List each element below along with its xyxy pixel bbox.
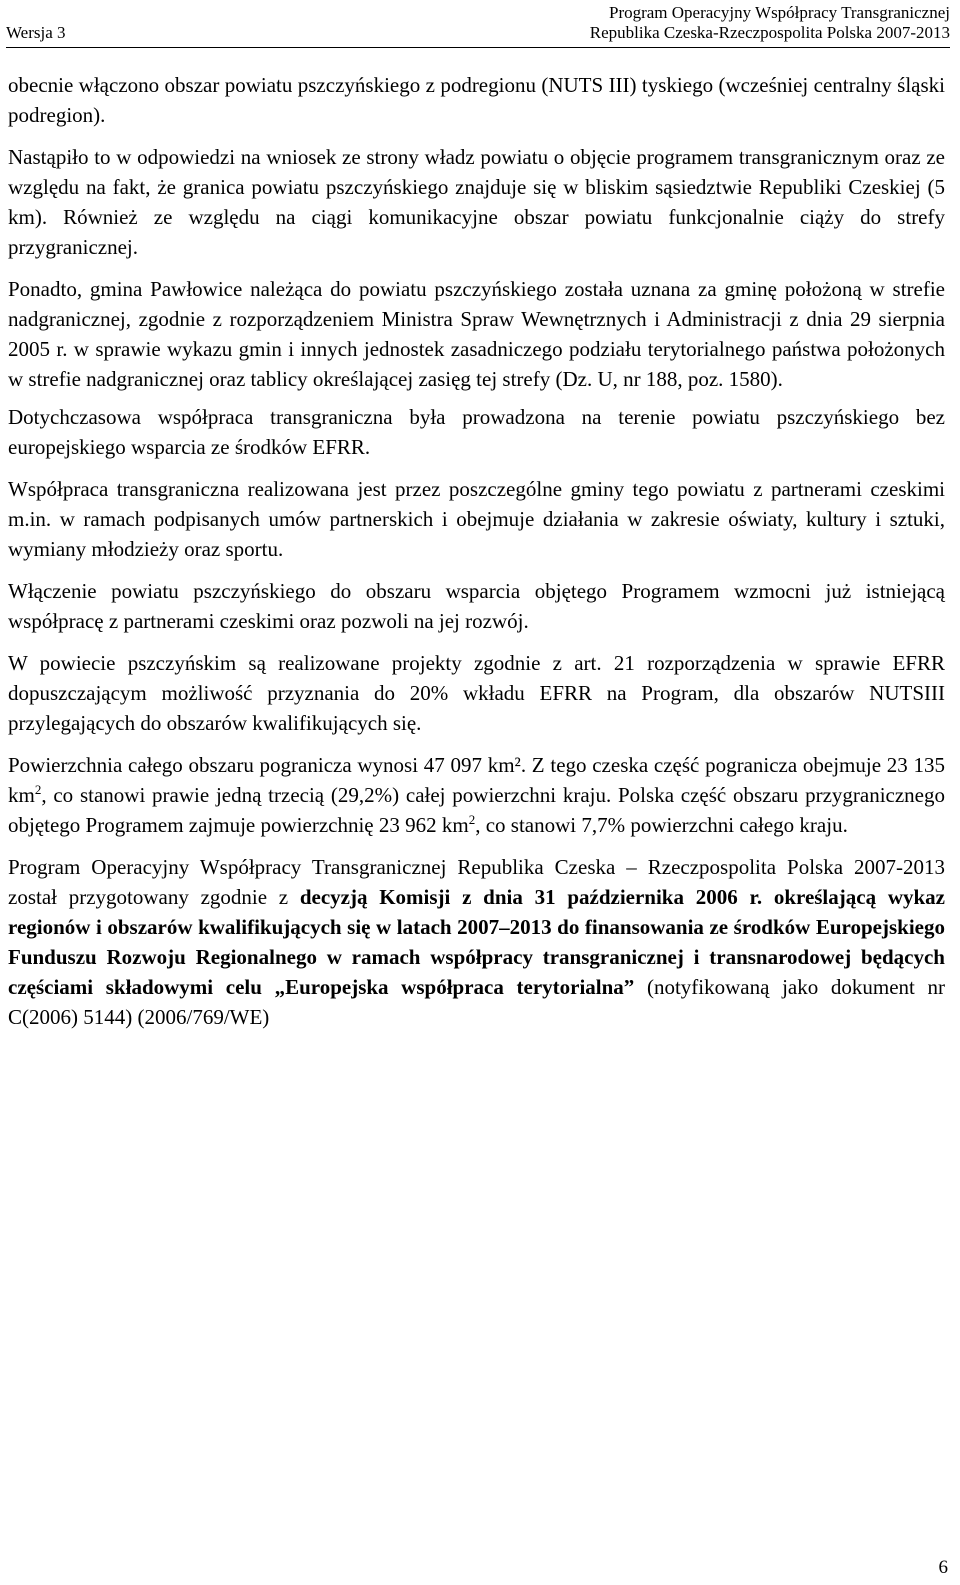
paragraph-3: Ponadto, gmina Pawłowice należąca do powiatu pszczyńskiego została uznana za gminę położoną w strefie nadgranicznej, zgodnie z rozporządzeniem Ministra Spraw Wewnętrznych i Administracji z dnia 29 sierpnia 2005 r. w sprawie wykazu gmin i innych jednostek zasadniczego podziału terytorialnego państwa położonych w strefie nadgranicznej oraz tablicy określającej zasięg tej strefy (Dz. U, nr 188, poz. 1580). <box>8 277 945 391</box>
page-header <box>6 3 950 48</box>
program-title-line1: Program Operacyjny Współpracy Transgranicznej <box>608 3 950 22</box>
paragraph-5: Współpraca transgraniczna realizowana jest przez poszczególne gminy tego powiatu z partnerami czeskimi m.in. w ramach podpisanych umów partnerskich i obejmuje działania w zakresie oświaty, kultury i sztuki, wymiany młodzieży oraz sportu. <box>8 477 945 561</box>
document-body <box>8 70 945 1044</box>
paragraph-2: Nastąpiło to w odpowiedzi na wniosek ze strony władz powiatu o objęcie programem transgranicznym oraz ze względu na fakt, że granica powiatu pszczyńskiego znajduje się w bliskim sąsiedztwie Republiki Czeskiej (5 km). Również ze względu na ciągi komunikacyjne obszar powiatu funkcjonalnie ciąży do strefy przygranicznej. <box>8 145 945 259</box>
commission-decision-reference: decyzją Komisji z dnia 31 października 2006 r. określającą wykaz regionów i obszarów kwalifikujących się w latach 2007–2013 do finansowania ze środków Europejskiego Funduszu Rozwoju Regionalnego w ramach współpracy transgranicznej i transnarodowej będących częściami składowymi celu „Europejska współpraca terytorialna” <box>8 885 945 999</box>
superscript-2: 2 <box>34 782 42 797</box>
paragraph-8-part3: , co stanowi 7,7% powierzchni całego kraju. <box>475 813 848 837</box>
paragraph-8 <box>8 750 945 840</box>
paragraph-9-intro: Program Operacyjny Współpracy Transgranicznej Republika Czeska – Rzeczpospolita Polska 2007-2013 został przygotowany zgodnie z <box>8 855 945 909</box>
paragraph-6: Włączenie powiatu pszczyńskiego do obszaru wsparcia objętego Programem wzmocni już istniejącą współpracę z partnerami czeskimi oraz pozwoli na jej rozwój. <box>8 579 945 633</box>
paragraph-9-outro: (notyfikowaną jako dokument nr C(2006) 5144) (2006/769/WE) <box>8 975 945 1029</box>
superscript-2b: 2 <box>468 812 476 827</box>
page-number: 6 <box>938 1557 948 1578</box>
program-title-line2: Republika Czeska-Rzeczpospolita Polska 2007-2013 <box>589 23 950 42</box>
paragraph-7: W powiecie pszczyńskim są realizowane projekty zgodnie z art. 21 rozporządzenia w sprawie EFRR dopuszczającym możliwość przyznania do 20% wkładu EFRR na Program, dla obszarów NUTSIII przylegających do obszarów kwalifikujących się. <box>8 651 945 735</box>
paragraph-8-part1: Powierzchnia całego obszaru pogranicza wynosi 47 097 km². Z tego czeska część pogranicza obejmuje 23 135 km <box>8 753 945 807</box>
version-label: Wersja 3 <box>6 23 66 42</box>
paragraph-1: obecnie włączono obszar powiatu pszczyńskiego z podregionu (NUTS III) tyskiego (wcześniej centralny śląski podregion). <box>8 73 945 127</box>
paragraph-8-part2: , co stanowi prawie jedną trzecią (29,2%) całej powierzchni kraju. Polska część obszaru przygranicznego objętego Programem zajmuje powierzchnię 23 962 km <box>8 783 945 837</box>
paragraph-4: Dotychczasowa współpraca transgraniczna była prowadzona na terenie powiatu pszczyńskiego bez europejskiego wsparcia ze środków EFRR. <box>8 405 945 459</box>
paragraph-9 <box>8 852 945 1032</box>
program-title <box>590 3 950 43</box>
